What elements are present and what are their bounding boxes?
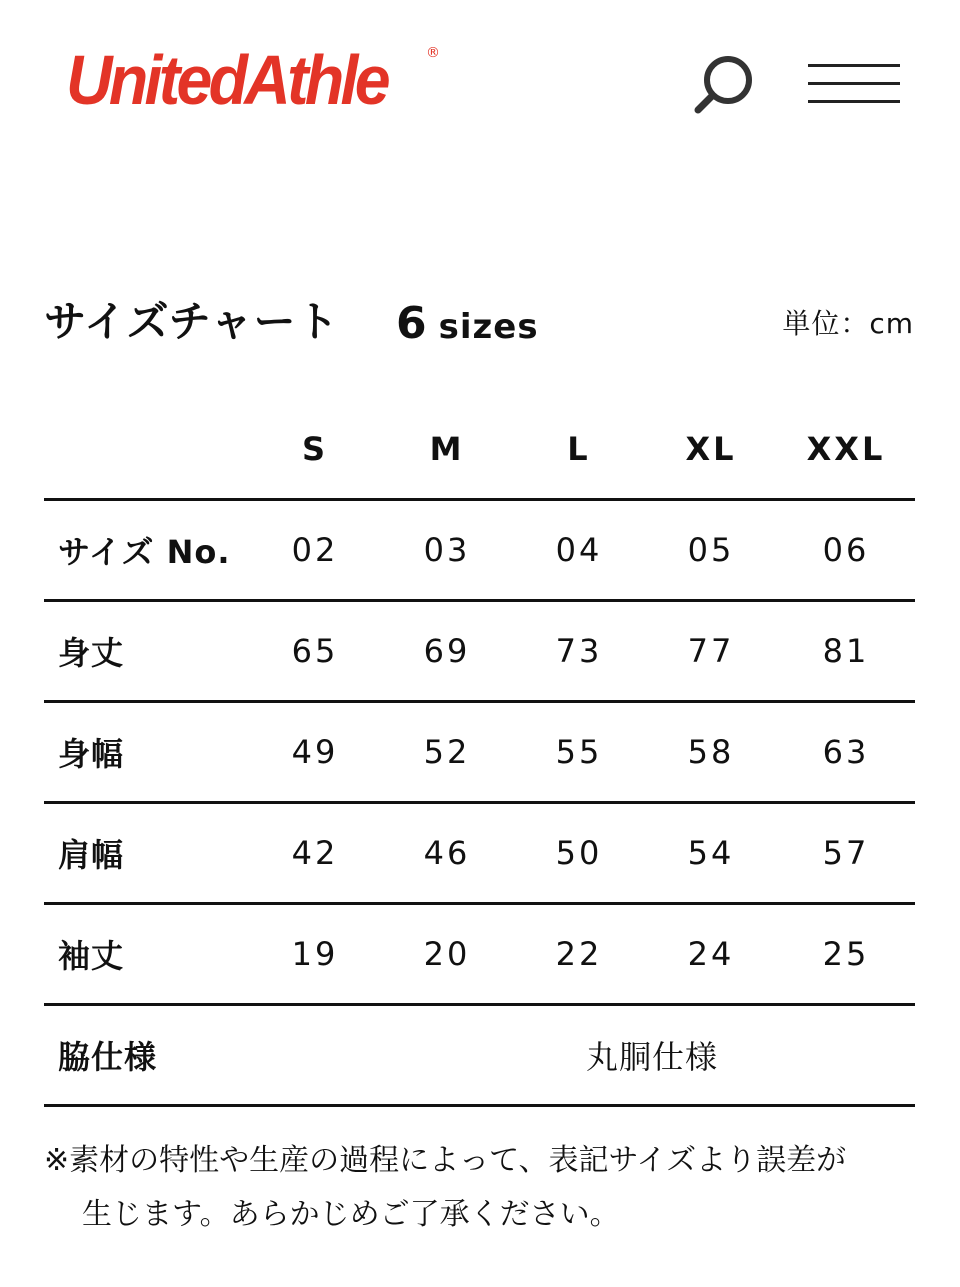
table-cell: 24 [645, 904, 777, 1005]
table-cell: 49 [249, 702, 381, 803]
table-cell: 06 [777, 500, 915, 601]
table-row [44, 803, 915, 904]
column-header: M [381, 400, 513, 500]
table-row [44, 500, 915, 601]
size-count-number: 6 [396, 298, 427, 349]
column-header: XXL [777, 400, 915, 500]
search-icon [690, 50, 760, 120]
side-spec-row [44, 1005, 915, 1106]
table-cell: 20 [381, 904, 513, 1005]
menu-button[interactable] [808, 62, 902, 108]
size-error-note [44, 1134, 924, 1242]
table-cell: 22 [513, 904, 645, 1005]
logo-text: UnitedAthle [66, 41, 387, 119]
table-cell: 50 [513, 803, 645, 904]
table-cell: 55 [513, 702, 645, 803]
united-athle-logo[interactable] [66, 40, 387, 120]
row-label: 袖丈 [44, 904, 249, 1005]
search-button[interactable] [690, 50, 760, 120]
table-cell: 19 [249, 904, 381, 1005]
table-row [44, 904, 915, 1005]
side-spec-value: 丸胴仕様 [249, 1005, 915, 1106]
size-header-row [44, 400, 915, 500]
row-label: サイズ No. [44, 500, 249, 601]
table-row [44, 702, 915, 803]
unit-label: 単位：cm [782, 307, 914, 340]
table-cell: 42 [249, 803, 381, 904]
table-cell: 46 [381, 803, 513, 904]
table-cell: 57 [777, 803, 915, 904]
table-cell: 73 [513, 601, 645, 702]
table-cell: 54 [645, 803, 777, 904]
corner-cell [44, 400, 249, 500]
table-cell: 63 [777, 702, 915, 803]
size-table [44, 400, 915, 1107]
row-label: 身幅 [44, 702, 249, 803]
note-line-2: 生じます。あらかじめご了承ください。 [82, 1197, 620, 1232]
table-cell: 58 [645, 702, 777, 803]
table-cell: 03 [381, 500, 513, 601]
site-header [0, 0, 960, 160]
table-cell: 81 [777, 601, 915, 702]
table-cell: 04 [513, 500, 645, 601]
row-label: 肩幅 [44, 803, 249, 904]
note-line-1: ※素材の特性や生産の過程によって、表記サイズより誤差が [44, 1143, 847, 1178]
registered-mark: ® [426, 45, 440, 61]
table-cell: 69 [381, 601, 513, 702]
size-chart-title: サイズチャート [44, 297, 340, 346]
side-spec-label: 脇仕様 [44, 1005, 249, 1106]
column-header: L [513, 400, 645, 500]
table-cell: 77 [645, 601, 777, 702]
table-cell: 02 [249, 500, 381, 601]
table-cell: 25 [777, 904, 915, 1005]
column-header: S [249, 400, 381, 500]
table-cell: 65 [249, 601, 381, 702]
row-label: 身丈 [44, 601, 249, 702]
table-cell: 05 [645, 500, 777, 601]
size-count-word: sizes [438, 307, 539, 347]
table-row [44, 601, 915, 702]
column-header: XL [645, 400, 777, 500]
table-cell: 52 [381, 702, 513, 803]
size-count [396, 296, 539, 361]
